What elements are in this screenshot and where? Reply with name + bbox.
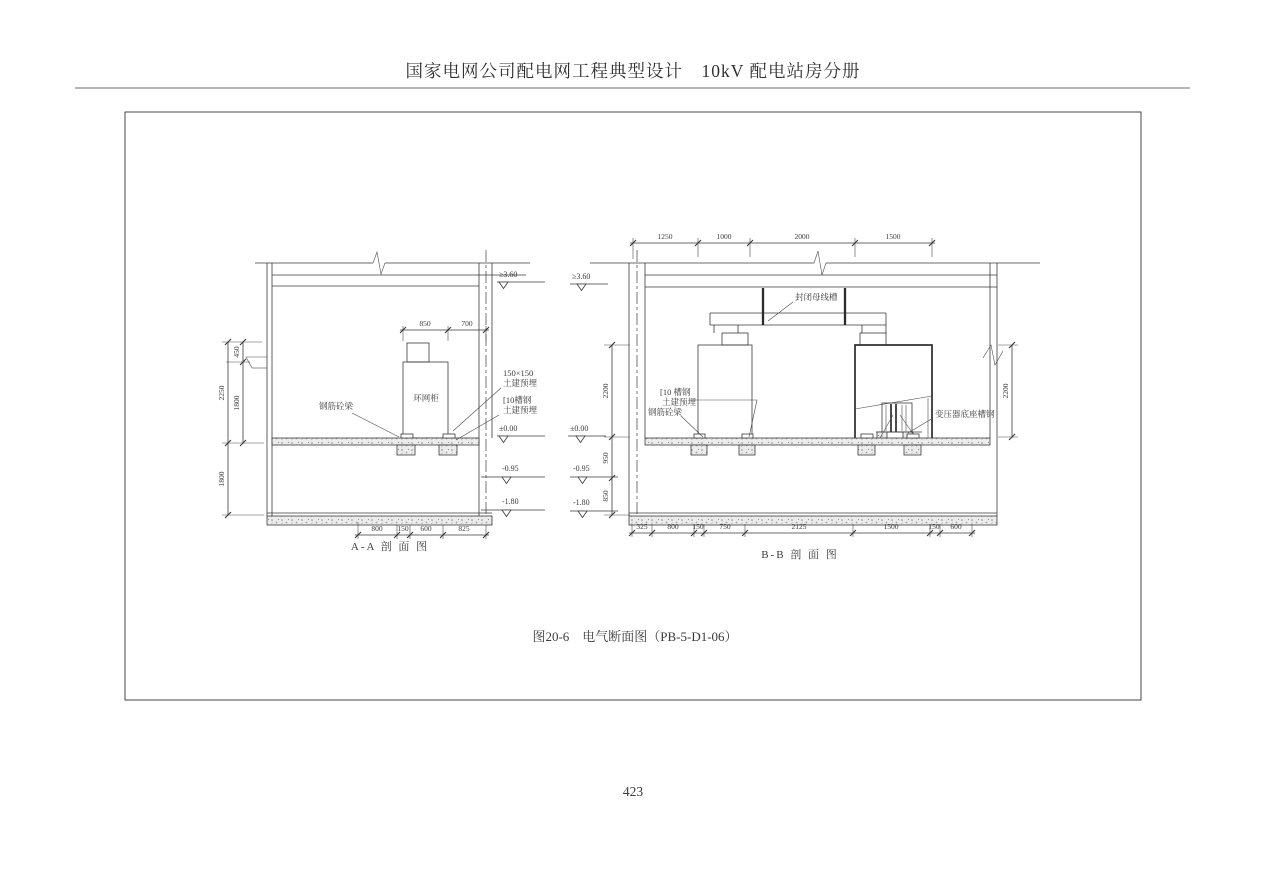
b-channel-steel-label-1: [10 槽钢 [660, 387, 691, 397]
a-elev-pit2: -1.80 [502, 497, 519, 506]
b-elev-pit1: -0.95 [573, 464, 590, 473]
figure-frame [125, 112, 1141, 700]
section-a-caption: A-A 剖 面 图 [350, 541, 430, 553]
figure-caption: 图20-6 电气断面图（PB-5-D1-06） [532, 629, 738, 644]
b-dim-800: 800 [667, 522, 679, 531]
b-dim-1500: 1500 [885, 232, 901, 241]
a-dim-bottom [355, 522, 489, 539]
b-roof-slab [590, 251, 1040, 287]
a-dim-825: 825 [458, 524, 470, 533]
a-dim-700: 700 [461, 319, 473, 328]
a-dim-left [217, 339, 264, 518]
page-header [75, 61, 1190, 88]
b-dim-950: 950 [601, 452, 610, 464]
b-switchgear-cabinet [698, 345, 752, 440]
section-b-caption: B-B 剖 面 图 [761, 549, 839, 561]
b-transformer-base-label: 变压器底座槽钢 [935, 409, 995, 419]
document-title: 国家电网公司配电网工程典型设计 10kV 配电站房分册 [405, 61, 861, 81]
b-dim-2000: 2000 [794, 232, 810, 241]
b-dim-1500b: 1500 [883, 522, 899, 531]
ring-main-unit-label: 环网柜 [413, 393, 439, 403]
section-a-drawing [217, 250, 545, 553]
section-b-drawing [568, 232, 1040, 561]
b-elev-roof: ≥3.60 [572, 272, 591, 281]
b-floor [645, 434, 990, 455]
a-dim-2250: 2250 [217, 385, 226, 401]
b-dim-top [630, 232, 935, 259]
b-dim-2200-left: 2200 [601, 383, 610, 399]
b-busway [710, 288, 886, 345]
a-beam-label: 钢筋砼梁 [318, 401, 354, 411]
b-dim-325: 325 [636, 522, 648, 531]
a-dim-1800-lower: 1800 [217, 471, 226, 487]
b-channel-steel-label-2: 土建预埋 [662, 397, 697, 407]
a-dim-850: 850 [419, 319, 431, 328]
a-elev-pit1: -0.95 [502, 464, 519, 473]
b-beam-label: 钢筋砼梁 [648, 407, 683, 417]
b-dim-750: 750 [719, 522, 731, 531]
a-ring-main-unit-cabinet [403, 343, 448, 438]
a-elev-roof: ≥3.60 [499, 270, 518, 279]
a-dim-450: 450 [232, 346, 241, 358]
a-walls [246, 250, 492, 523]
b-elev-pit2: -1.80 [573, 498, 590, 507]
a-roof-slab [255, 252, 530, 286]
a-dim-1800: 1800 [232, 395, 241, 411]
b-dim-150a: 150 [692, 522, 704, 531]
b-dim-600: 600 [950, 522, 962, 531]
page-number: 423 [622, 784, 644, 799]
b-elev-floor: ±0.00 [570, 424, 589, 433]
a-embed-plate-label-2: 土建预埋 [503, 378, 538, 388]
a-embed-plate-label-1: 150×150 [503, 368, 534, 378]
b-annotations [648, 387, 995, 437]
b-dim-left [601, 342, 630, 518]
a-dim-top [400, 319, 489, 341]
b-base-slab [629, 513, 997, 525]
a-elev-floor: ±0.00 [499, 424, 518, 433]
b-dim-850: 850 [601, 490, 610, 502]
a-dim-600: 600 [420, 524, 432, 533]
b-dim-1250: 1250 [657, 232, 673, 241]
b-elevation-markers [568, 272, 618, 518]
busway-label: 封闭母线槽 [795, 292, 838, 302]
a-channel-steel-label-2: 土建预埋 [503, 405, 538, 415]
a-channel-steel-label-1: [10槽钢 [503, 395, 532, 405]
a-elevation-markers [481, 270, 545, 517]
b-dim-1000: 1000 [716, 232, 732, 241]
b-dim-2125: 2125 [791, 522, 807, 531]
a-floor [272, 434, 479, 455]
b-dim-right [998, 342, 1018, 440]
b-dim-150b: 150 [928, 522, 940, 531]
b-dim-2200-right: 2200 [1001, 383, 1010, 399]
a-dim-800: 800 [371, 524, 383, 533]
a-dim-150: 150 [397, 524, 409, 533]
